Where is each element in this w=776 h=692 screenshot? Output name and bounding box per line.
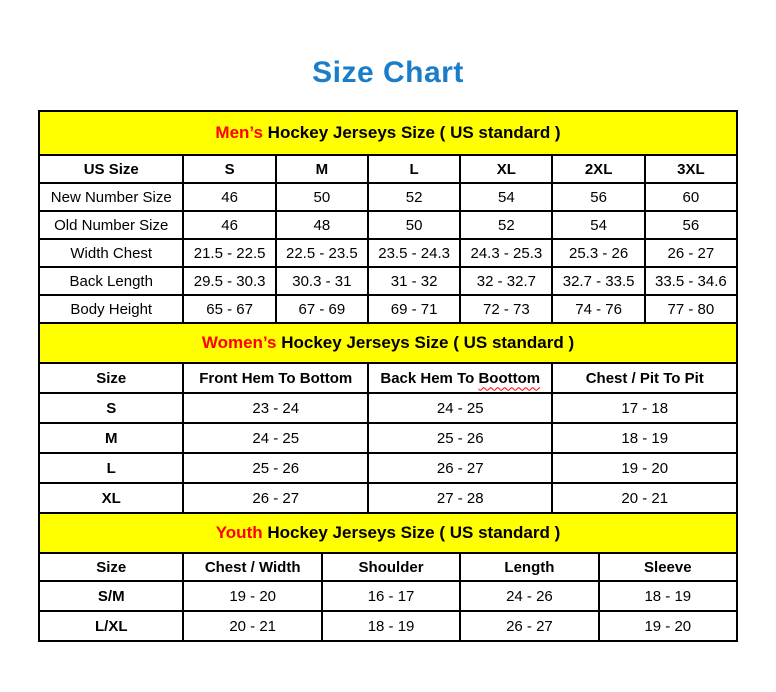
mens-cell-value: 30.3 - 31 (276, 267, 368, 295)
womens-row-label: M (39, 423, 183, 453)
mens-column-header: XL (460, 155, 552, 183)
page-title: Size Chart (312, 56, 464, 89)
mens-cell-value: 46 (183, 183, 275, 211)
mens-cell-value: 32.7 - 33.5 (552, 267, 644, 295)
youth-band-title: Youth Hockey Jerseys Size ( US standard ) (39, 513, 737, 553)
womens-cell-value: 25 - 26 (183, 453, 368, 483)
womens-row-label: XL (39, 483, 183, 513)
youth-column-header: Length (460, 553, 598, 581)
womens-column-header: Chest / Pit To Pit (552, 363, 737, 393)
mens-cell-value: 25.3 - 26 (552, 239, 644, 267)
youth-column-header: Shoulder (322, 553, 460, 581)
womens-row-label: L (39, 453, 183, 483)
womens-cell-value: 24 - 25 (368, 393, 553, 423)
mens-cell-value: 29.5 - 30.3 (183, 267, 275, 295)
mens-row-label: Width Chest (39, 239, 183, 267)
mens-cell-value: 26 - 27 (645, 239, 737, 267)
mens-row-label: New Number Size (39, 183, 183, 211)
youth-cell-value: 18 - 19 (599, 581, 737, 611)
youth-header-row (39, 553, 737, 581)
youth-band-highlight: Youth (215, 523, 263, 542)
youth-column-header: Chest / Width (183, 553, 321, 581)
womens-cell-value: 25 - 26 (368, 423, 553, 453)
size-table-youth (38, 512, 738, 642)
youth-cell-value: 19 - 20 (183, 581, 321, 611)
mens-column-header: S (183, 155, 275, 183)
womens-cell-value: 20 - 21 (552, 483, 737, 513)
mens-table-row (39, 295, 737, 323)
youth-column-header: Sleeve (599, 553, 737, 581)
mens-cell-value: 46 (183, 211, 275, 239)
youth-band-row (39, 513, 737, 553)
youth-column-header: Size (39, 553, 183, 581)
mens-cell-value: 67 - 69 (276, 295, 368, 323)
size-table-womens (38, 322, 738, 514)
mens-band-highlight: Men’s (215, 123, 263, 142)
youth-cell-value: 18 - 19 (322, 611, 460, 641)
womens-cell-value: 26 - 27 (183, 483, 368, 513)
mens-cell-value: 23.5 - 24.3 (368, 239, 460, 267)
youth-table-row (39, 611, 737, 641)
mens-cell-value: 48 (276, 211, 368, 239)
mens-cell-value: 32 - 32.7 (460, 267, 552, 295)
mens-cell-value: 22.5 - 23.5 (276, 239, 368, 267)
womens-cell-value: 17 - 18 (552, 393, 737, 423)
mens-band-row (39, 111, 737, 155)
womens-cell-value: 23 - 24 (183, 393, 368, 423)
womens-table-row (39, 453, 737, 483)
womens-table-row (39, 483, 737, 513)
womens-band-title: Women’s Hockey Jerseys Size ( US standard ) (39, 323, 737, 363)
mens-cell-value: 60 (645, 183, 737, 211)
youth-cell-value: 24 - 26 (460, 581, 598, 611)
mens-cell-value: 54 (460, 183, 552, 211)
womens-cell-value: 27 - 28 (368, 483, 553, 513)
womens-row-label: S (39, 393, 183, 423)
youth-cell-value: 19 - 20 (599, 611, 737, 641)
womens-column-header: Front Hem To Bottom (183, 363, 368, 393)
womens-header-row (39, 363, 737, 393)
mens-cell-value: 50 (276, 183, 368, 211)
womens-cell-value: 24 - 25 (183, 423, 368, 453)
mens-column-header: 2XL (552, 155, 644, 183)
mens-row-label: Old Number Size (39, 211, 183, 239)
mens-cell-value: 33.5 - 34.6 (645, 267, 737, 295)
womens-band-row (39, 323, 737, 363)
mens-table-row (39, 267, 737, 295)
mens-cell-value: 54 (552, 211, 644, 239)
youth-table-row (39, 581, 737, 611)
womens-column-header: Back Hem To Boottom (368, 363, 553, 393)
youth-row-label: L/XL (39, 611, 183, 641)
womens-cell-value: 18 - 19 (552, 423, 737, 453)
mens-column-header: 3XL (645, 155, 737, 183)
youth-cell-value: 20 - 21 (183, 611, 321, 641)
mens-cell-value: 72 - 73 (460, 295, 552, 323)
size-table-mens (38, 110, 738, 324)
youth-cell-value: 26 - 27 (460, 611, 598, 641)
mens-cell-value: 74 - 76 (552, 295, 644, 323)
mens-cell-value: 65 - 67 (183, 295, 275, 323)
mens-cell-value: 24.3 - 25.3 (460, 239, 552, 267)
mens-cell-value: 50 (368, 211, 460, 239)
mens-cell-value: 21.5 - 22.5 (183, 239, 275, 267)
mens-cell-value: 52 (368, 183, 460, 211)
mens-cell-value: 56 (552, 183, 644, 211)
mens-header-row (39, 155, 737, 183)
womens-column-header: Size (39, 363, 183, 393)
mens-table-row (39, 239, 737, 267)
mens-column-header: L (368, 155, 460, 183)
mens-cell-value: 69 - 71 (368, 295, 460, 323)
mens-table-row (39, 211, 737, 239)
womens-cell-value: 19 - 20 (552, 453, 737, 483)
womens-table-row (39, 393, 737, 423)
mens-cell-value: 52 (460, 211, 552, 239)
womens-cell-value: 26 - 27 (368, 453, 553, 483)
mens-row-label: Back Length (39, 267, 183, 295)
mens-cell-value: 31 - 32 (368, 267, 460, 295)
mens-column-header: M (276, 155, 368, 183)
misspelled-word: Boottom (478, 369, 541, 387)
tables-container (38, 110, 738, 642)
mens-band-title: Men’s Hockey Jerseys Size ( US standard ) (39, 111, 737, 155)
mens-column-header: US Size (39, 155, 183, 183)
womens-band-highlight: Women’s (201, 333, 277, 352)
mens-row-label: Body Height (39, 295, 183, 323)
youth-cell-value: 16 - 17 (322, 581, 460, 611)
mens-cell-value: 56 (645, 211, 737, 239)
womens-table-row (39, 423, 737, 453)
mens-table-row (39, 183, 737, 211)
mens-cell-value: 77 - 80 (645, 295, 737, 323)
youth-row-label: S/M (39, 581, 183, 611)
